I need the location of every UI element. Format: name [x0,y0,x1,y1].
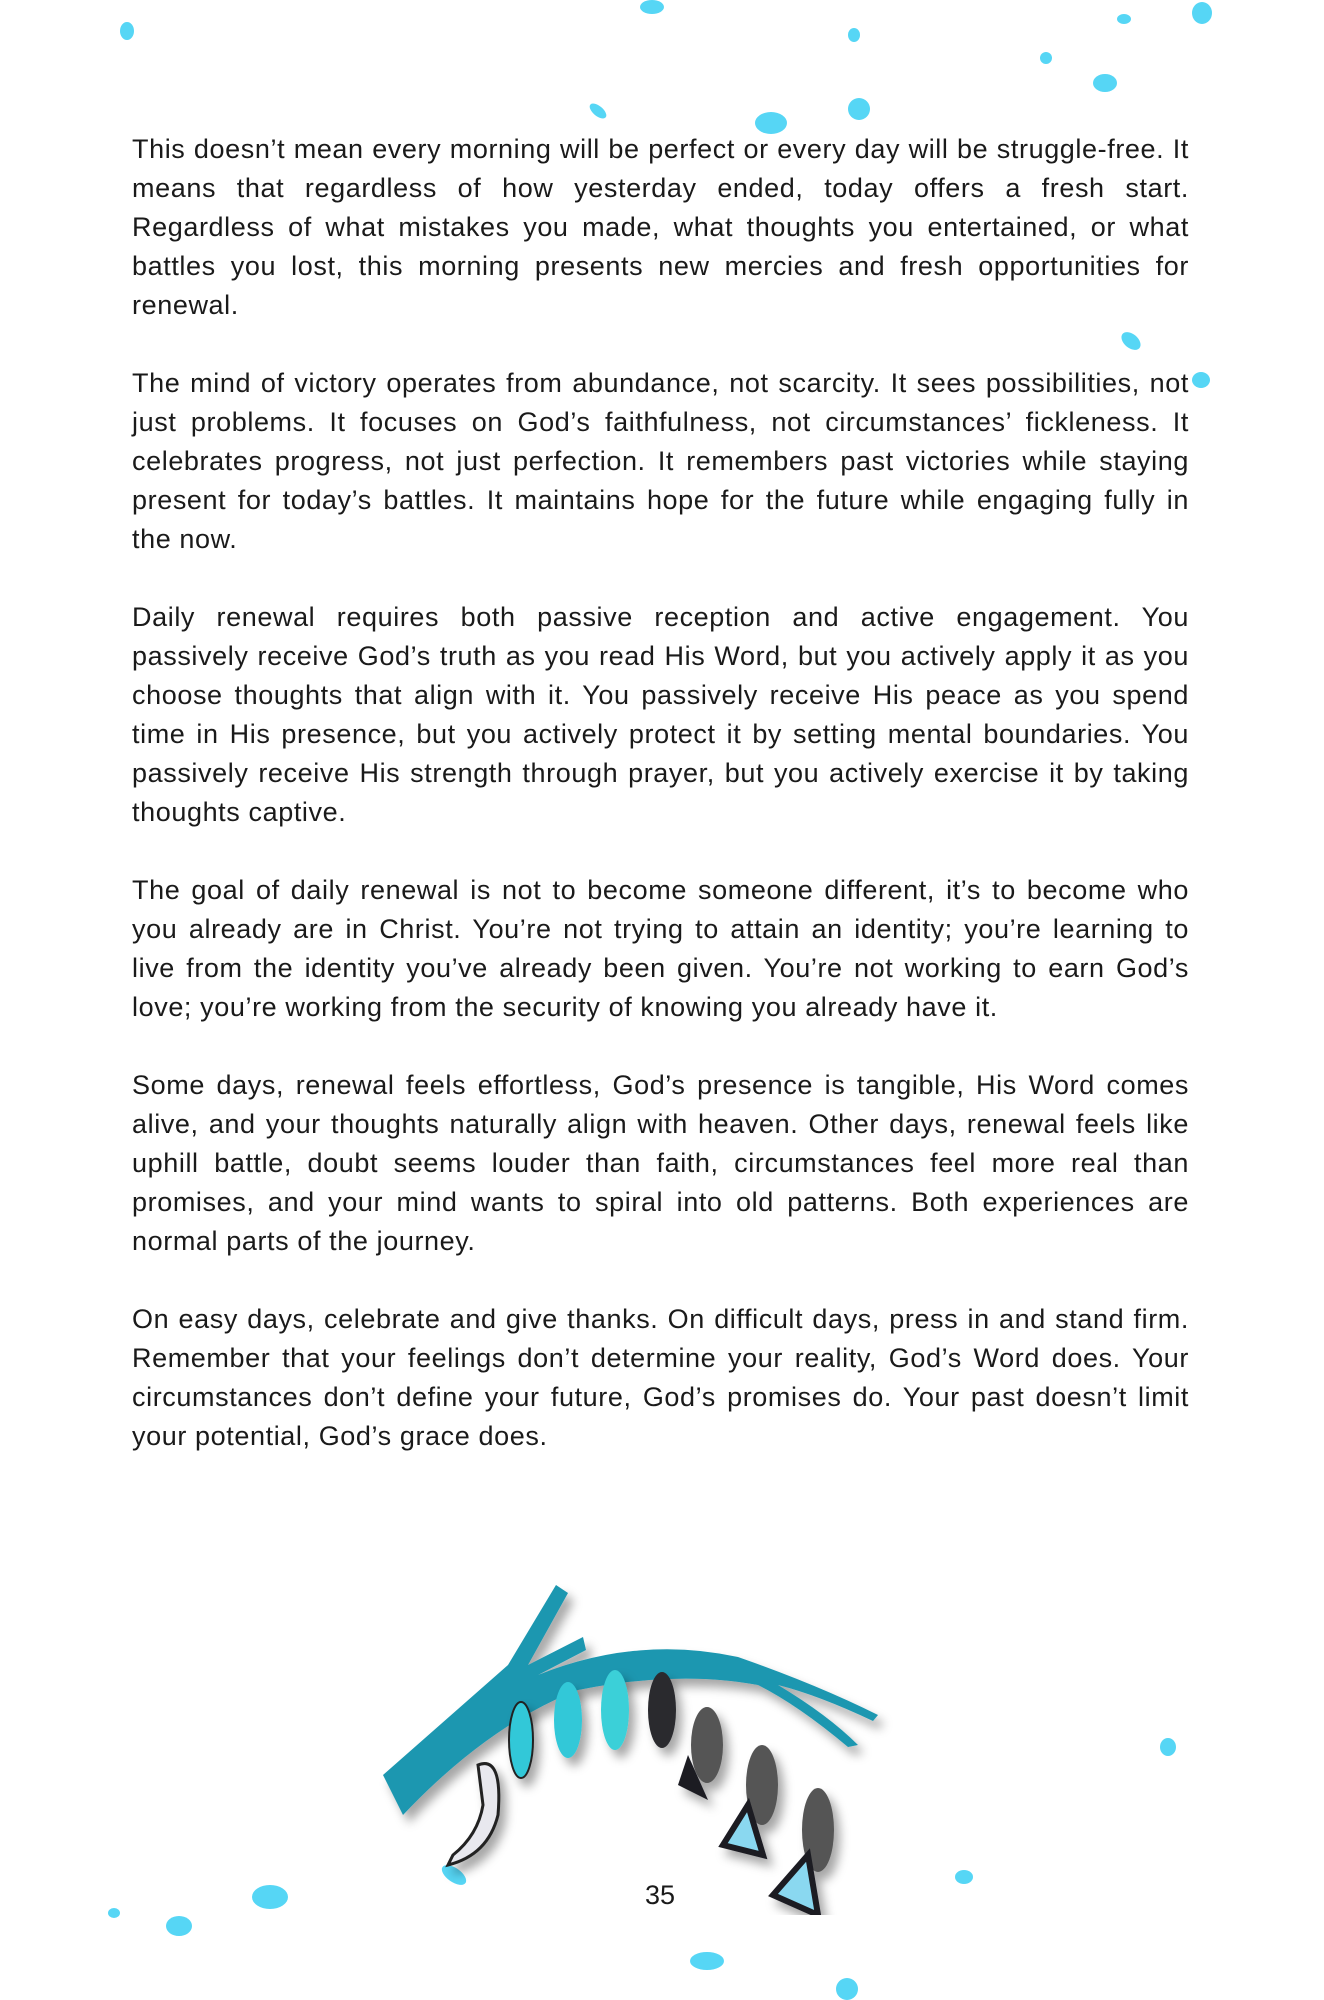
body-text [132,130,1189,1495]
butterfly-metamorphosis-illustration [378,1575,978,1915]
page-number: 35 [644,1880,676,1910]
paragraph: On easy days, celebrate and give thanks. On difficult days, press in and stand firm. Remember that your feelings don’t determine your reality, God’s Word does. Your circumstances don’t define your future, God’s promises do. Your past doesn’t limit your potential, God’s grace does. [132,1304,1189,1451]
paragraph: The mind of victory operates from abundance, not scarcity. It sees possibilities, not just problems. It focuses on God’s faithfulness, not circumstances’ fickleness. It celebrates progress, not just perfection. It remembers past victories while staying present for today’s battles. It maintains hope for the future while engaging fully in the now. [132,368,1189,554]
paragraph: This doesn’t mean every morning will be perfect or every day will be struggle-free. It means that regardless of how yesterday ended, today offers a fresh start. Regardless of what mistakes you made, what thoughts you entertained, or what battles you lost, this morning presents new mercies and fresh opportunities for renewal. [132,134,1189,320]
branch [383,1585,878,1815]
paragraph: Some days, renewal feels effortless, God’s presence is tangible, His Word comes alive, and your thoughts naturally align with heaven. Other days, renewal feels like uphill battle, doubt seems louder than faith, circumstances feel more real than promises, and your mind wants to spiral into old patterns. Both experiences are normal parts of the journey. [132,1070,1189,1256]
paragraph: Daily renewal requires both passive reception and active engagement. You passively receive God’s truth as you read His Word, but you actively apply it as you choose thoughts that align with it. You passively receive His peace as you spend time in His presence, but you actively protect it by setting mental boundaries. You passively receive His strength through prayer, but you actively exercise it by taking thoughts captive. [132,602,1189,827]
paragraph: The goal of daily renewal is not to become someone different, it’s to become who you already are in Christ. You’re not trying to attain an identity; you’re learning to live from the identity you’ve already been given. You’re not working to earn God’s love; you’re working from the security of knowing you already have it. [132,875,1189,1022]
